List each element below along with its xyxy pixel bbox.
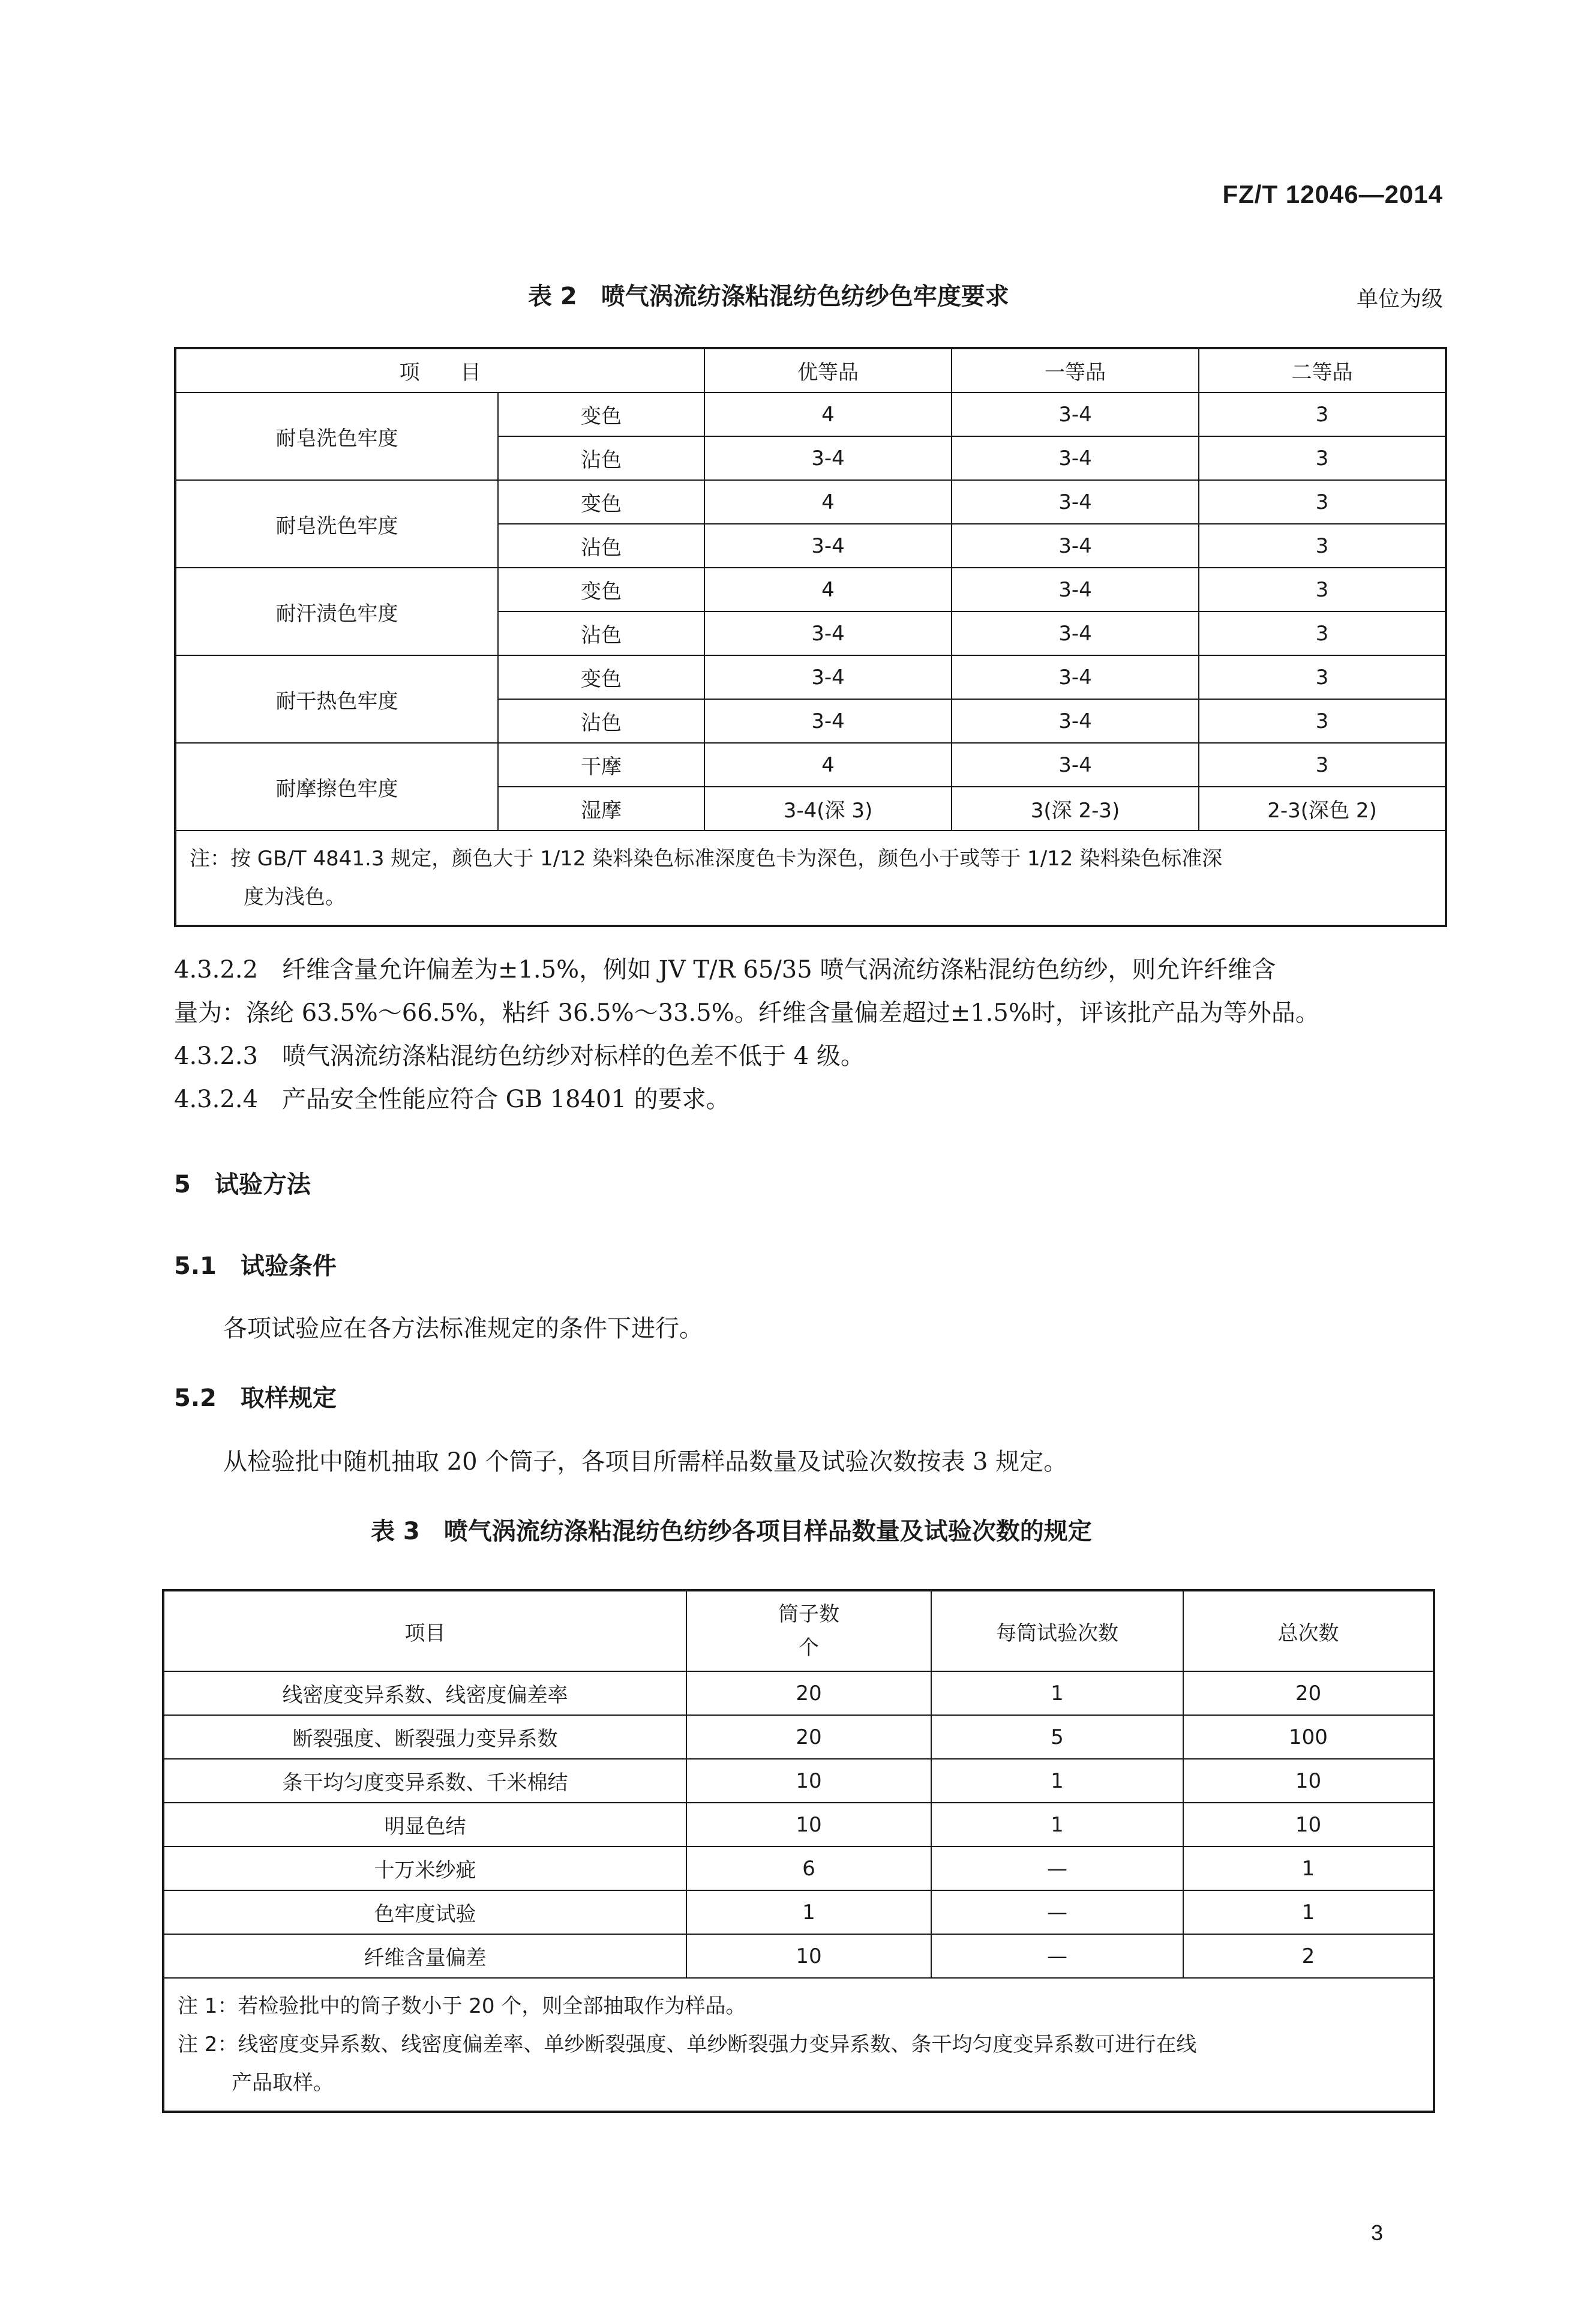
table-row	[163, 1847, 1434, 1890]
table3-cell: 1	[931, 1803, 1183, 1847]
table2-cell: 3-4	[952, 612, 1199, 655]
table2-cell: 3-4	[952, 524, 1199, 568]
table3-cell: 10	[1183, 1803, 1434, 1847]
table2-cell: 4	[704, 480, 952, 524]
table2-header-grade3: 二等品	[1199, 348, 1446, 392]
table2-cell: 4	[704, 568, 952, 612]
table2-sub: 变色	[498, 392, 704, 436]
table2-cell: 3-4	[704, 524, 952, 568]
table2-note-row	[175, 831, 1446, 926]
table3-header-bobbins-line2: 个	[799, 1636, 819, 1660]
table2-note-line2: 度为浅色。	[244, 885, 346, 909]
table3-item: 纤维含量偏差	[163, 1934, 686, 1978]
clause-4-3-2-3: 4.3.2.3 喷气涡流纺涤粘混纺色纺纱对标样的色差不低于 4 级。	[174, 1042, 865, 1070]
table3-header-bobbins-line1: 筒子数	[778, 1602, 839, 1626]
table2-note-line1: 注：按 GB/T 4841.3 规定，颜色大于 1/12 染料染色标准深度色卡为深色，颜色小于或等于 1/12 染料染色标准深	[190, 847, 1223, 871]
table2-header-row	[175, 348, 1446, 392]
table-row	[163, 1715, 1434, 1759]
table2-cell: 4	[704, 743, 952, 787]
section-5-1-text: 各项试验应在各方法标准规定的条件下进行。	[223, 1315, 703, 1342]
table2-cell: 3	[1199, 480, 1446, 524]
table3-cell: 10	[686, 1803, 931, 1847]
table3-cell: 1	[931, 1759, 1183, 1803]
table3	[162, 1589, 1435, 2113]
table2-cell: 3-4	[952, 743, 1199, 787]
table2-cell: 3-4	[704, 436, 952, 480]
standard-number: FZ/T 12046—2014	[1222, 180, 1443, 208]
table2-cell: 3	[1199, 524, 1446, 568]
section-5-1-title: 5.1 试验条件	[174, 1252, 337, 1280]
table-row	[175, 655, 1446, 699]
table2-item: 耐干热色牢度	[175, 655, 498, 743]
table2-cell: 4	[704, 392, 952, 436]
table3-header-row	[163, 1590, 1434, 1671]
table2-item: 耐皂洗色牢度	[175, 480, 498, 568]
table2-cell: 3-4	[952, 480, 1199, 524]
table2-item: 耐皂洗色牢度	[175, 392, 498, 480]
table-row	[175, 480, 1446, 524]
table2-sub: 沾色	[498, 612, 704, 655]
table2-cell: 3-4(深 3)	[704, 787, 952, 831]
table2-header-grade1: 优等品	[704, 348, 952, 392]
table3-note1: 注 1：若检验批中的筒子数小于 20 个，则全部抽取作为样品。	[178, 1994, 746, 2018]
clause-4-3-2-4: 4.3.2.4 产品安全性能应符合 GB 18401 的要求。	[174, 1086, 730, 1113]
table3-cell: 1	[1183, 1847, 1434, 1890]
table2-sub: 沾色	[498, 699, 704, 743]
table-row	[163, 1890, 1434, 1934]
table3-caption: 表 3 喷气涡流纺涤粘混纺色纺纱各项目样品数量及试验次数的规定	[371, 1518, 1092, 1545]
table2-cell: 3-4	[952, 699, 1199, 743]
table2-cell: 3-4	[952, 568, 1199, 612]
table2-cell: 3-4	[952, 655, 1199, 699]
table2-cell: 3-4	[704, 655, 952, 699]
table2-sub: 干摩	[498, 743, 704, 787]
table2-cell: 3(深 2-3)	[952, 787, 1199, 831]
table2-sub: 变色	[498, 568, 704, 612]
table3-cell: —	[931, 1890, 1183, 1934]
table2-sub: 沾色	[498, 524, 704, 568]
table3-cell: —	[931, 1934, 1183, 1978]
table3-cell: 20	[686, 1671, 931, 1715]
table3-header-per: 每筒试验次数	[931, 1590, 1183, 1671]
table3-item: 条干均匀度变异系数、千米棉结	[163, 1759, 686, 1803]
table2-item: 耐汗渍色牢度	[175, 568, 498, 655]
table2-header-item: 项 目	[175, 348, 704, 392]
table2-cell: 3	[1199, 655, 1446, 699]
table3-header-bobbins	[686, 1590, 931, 1671]
table-row	[163, 1671, 1434, 1715]
clause-4-3-2-2-line1: 4.3.2.2 纤维含量允许偏差为±1.5%，例如 JV T/R 65/35 喷气涡流纺涤粘混纺色纺纱，则允许纤维含	[174, 956, 1276, 984]
table-row	[163, 1759, 1434, 1803]
table2-cell: 3-4	[952, 392, 1199, 436]
table3-notes	[163, 1978, 1434, 2112]
table3-note-row	[163, 1978, 1434, 2112]
table3-cell: 5	[931, 1715, 1183, 1759]
table3-cell: 1	[686, 1890, 931, 1934]
table2-cell: 3	[1199, 612, 1446, 655]
page-number: 3	[1370, 2220, 1383, 2245]
table2-sub: 变色	[498, 655, 704, 699]
table3-header-item: 项目	[163, 1590, 686, 1671]
table-row	[175, 743, 1446, 787]
table2-sub: 湿摩	[498, 787, 704, 831]
section-5-2-title: 5.2 取样规定	[174, 1384, 337, 1412]
table-row	[163, 1934, 1434, 1978]
table2-cell: 3	[1199, 743, 1446, 787]
table-row	[175, 392, 1446, 436]
table3-item: 明显色结	[163, 1803, 686, 1847]
table-row	[163, 1803, 1434, 1847]
table3-item: 十万米纱疵	[163, 1847, 686, 1890]
table3-cell: 6	[686, 1847, 931, 1890]
table2-item: 耐摩擦色牢度	[175, 743, 498, 831]
table2-note	[175, 831, 1446, 926]
table3-cell: —	[931, 1847, 1183, 1890]
table3-cell: 1	[1183, 1890, 1434, 1934]
table3-cell: 100	[1183, 1715, 1434, 1759]
table2-cell: 3	[1199, 699, 1446, 743]
table3-cell: 1	[931, 1671, 1183, 1715]
table2-cell: 3	[1199, 392, 1446, 436]
table2-header-grade2: 一等品	[952, 348, 1199, 392]
table3-item: 线密度变异系数、线密度偏差率	[163, 1671, 686, 1715]
table3-cell: 10	[686, 1934, 931, 1978]
table2-sub: 沾色	[498, 436, 704, 480]
table3-cell: 2	[1183, 1934, 1434, 1978]
table2-caption: 表 2 喷气涡流纺涤粘混纺色纺纱色牢度要求	[528, 283, 1009, 310]
table2-sub: 变色	[498, 480, 704, 524]
table2-cell: 3-4	[704, 612, 952, 655]
table2-cell: 3-4	[704, 699, 952, 743]
table3-cell: 10	[1183, 1759, 1434, 1803]
section-5-title: 5 试验方法	[174, 1171, 311, 1198]
table3-note2-line1: 注 2：线密度变异系数、线密度偏差率、单纱断裂强度、单纱断裂强力变异系数、条干均匀度变异系数可进行在线	[178, 2033, 1197, 2057]
table3-item: 断裂强度、断裂强力变异系数	[163, 1715, 686, 1759]
table3-cell: 20	[1183, 1671, 1434, 1715]
table2-cell: 3	[1199, 436, 1446, 480]
table2-cell: 3-4	[952, 436, 1199, 480]
table2-unit: 单位为级	[1356, 287, 1443, 311]
table3-note2-line2: 产品取样。	[232, 2071, 334, 2095]
table2-cell: 3	[1199, 568, 1446, 612]
table2-cell: 2-3(深色 2)	[1199, 787, 1446, 831]
table3-cell: 20	[686, 1715, 931, 1759]
table3-item: 色牢度试验	[163, 1890, 686, 1934]
table-row	[175, 568, 1446, 612]
section-5-2-text: 从检验批中随机抽取 20 个筒子，各项目所需样品数量及试验次数按表 3 规定。	[223, 1448, 1068, 1476]
clause-4-3-2-2-line2: 量为：涤纶 63.5%～66.5%，粘纤 36.5%～33.5%。纤维含量偏差超过±1.5%时，评该批产品为等外品。	[174, 999, 1319, 1027]
table2	[174, 347, 1447, 927]
table3-cell: 10	[686, 1759, 931, 1803]
table3-header-total: 总次数	[1183, 1590, 1434, 1671]
